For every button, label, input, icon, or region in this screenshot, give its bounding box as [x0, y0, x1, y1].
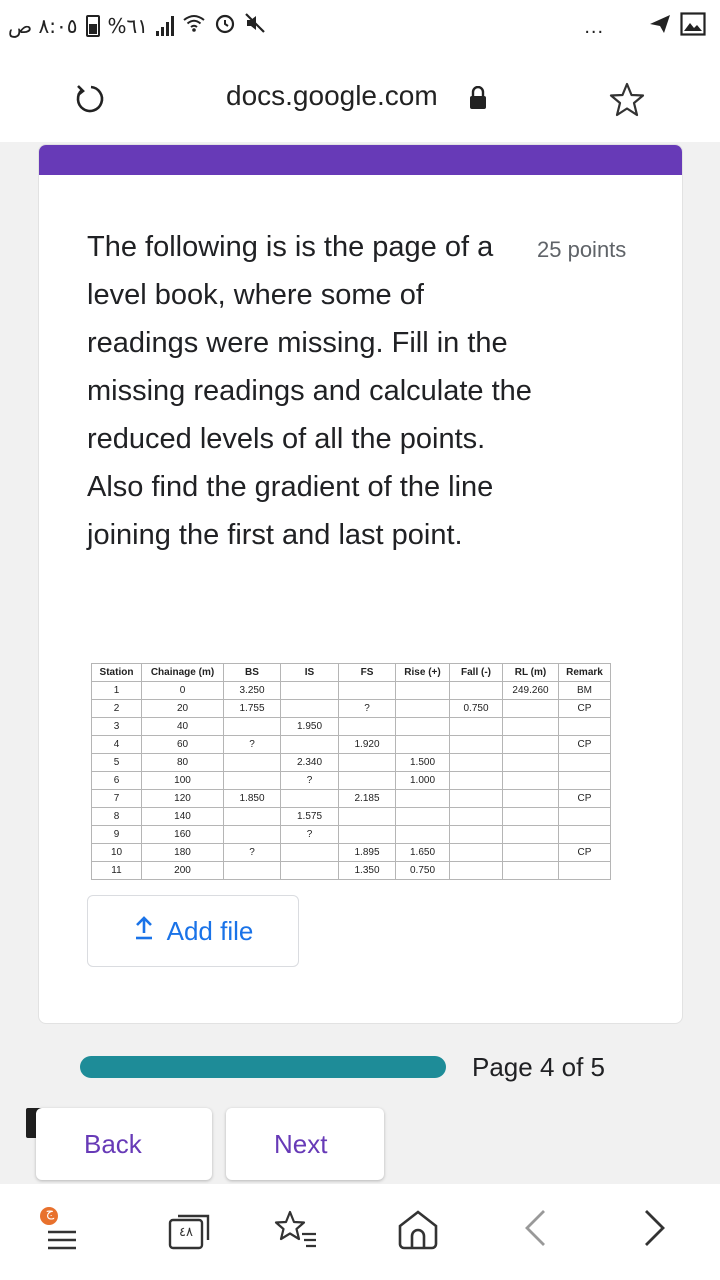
lock-icon: [468, 86, 488, 110]
cell-chainage: 20: [142, 700, 224, 718]
cell-rl: [503, 700, 559, 718]
col-header-fall: Fall (-): [450, 664, 503, 682]
cell-rl: [503, 754, 559, 772]
cell-rl: [503, 808, 559, 826]
cell-rl: [503, 826, 559, 844]
cell-bs: [224, 826, 281, 844]
cell-bs: [224, 808, 281, 826]
table-row: [92, 718, 611, 736]
cell-remark: CP: [559, 736, 611, 754]
cell-fs: [339, 808, 396, 826]
cell-bs: 1.755: [224, 700, 281, 718]
cell-station: 8: [92, 808, 142, 826]
cell-fs: [339, 718, 396, 736]
cell-remark: CP: [559, 700, 611, 718]
cell-rl: [503, 844, 559, 862]
question-card: [38, 144, 683, 1024]
cell-fall: [450, 790, 503, 808]
cell-fall: [450, 826, 503, 844]
cell-fs: 1.920: [339, 736, 396, 754]
cell-remark: BM: [559, 682, 611, 700]
table-row: [92, 844, 611, 862]
cell-station: 2: [92, 700, 142, 718]
cell-rl: 249.260: [503, 682, 559, 700]
url-text[interactable]: docs.google.com: [226, 80, 438, 111]
cell-rise: 1.000: [396, 772, 450, 790]
col-header-is: IS: [281, 664, 339, 682]
cell-is: [281, 736, 339, 754]
browser-bottom-nav: [0, 1184, 720, 1280]
col-header-chainage: Chainage (m): [142, 664, 224, 682]
cell-fs: [339, 682, 396, 700]
level-book-table: [91, 663, 611, 880]
table-row: [92, 808, 611, 826]
home-icon[interactable]: [396, 1208, 440, 1255]
cell-fall: [450, 736, 503, 754]
cell-fs: [339, 754, 396, 772]
cell-fs: 2.185: [339, 790, 396, 808]
cell-fs: [339, 772, 396, 790]
cell-fs: ?: [339, 700, 396, 718]
table-row: [92, 826, 611, 844]
cell-chainage: 100: [142, 772, 224, 790]
cell-fall: [450, 862, 503, 880]
cell-is: 2.340: [281, 754, 339, 772]
send-icon: [648, 13, 672, 41]
tabs-icon[interactable]: [168, 1214, 214, 1250]
cell-remark: CP: [559, 790, 611, 808]
cell-station: 6: [92, 772, 142, 790]
cell-rise: [396, 700, 450, 718]
cell-rl: [503, 736, 559, 754]
wifi-icon: [182, 13, 206, 38]
cell-rise: [396, 826, 450, 844]
points-label: 25 points: [537, 237, 627, 262]
forward-arrow-icon[interactable]: [642, 1208, 668, 1253]
table-row: [92, 682, 611, 700]
cell-rl: [503, 790, 559, 808]
cell-station: 1: [92, 682, 142, 700]
cell-station: 9: [92, 826, 142, 844]
cell-rise: [396, 808, 450, 826]
cell-is: [281, 844, 339, 862]
cell-rise: 1.650: [396, 844, 450, 862]
cell-fall: [450, 718, 503, 736]
add-file-button[interactable]: [87, 895, 299, 967]
cell-bs: ?: [224, 736, 281, 754]
cell-bs: [224, 772, 281, 790]
cell-chainage: 80: [142, 754, 224, 772]
cell-station: 5: [92, 754, 142, 772]
cell-chainage: 0: [142, 682, 224, 700]
cell-rl: [503, 772, 559, 790]
progress-bar: [80, 1056, 446, 1078]
back-arrow-icon[interactable]: [522, 1208, 548, 1253]
col-header-bs: BS: [224, 664, 281, 682]
cell-is: ?: [281, 772, 339, 790]
table-row: [92, 772, 611, 790]
card-accent-bar: [39, 145, 682, 175]
table-row: [92, 754, 611, 772]
table-header-row: [92, 664, 611, 682]
menu-badge: ج: [45, 1205, 55, 1220]
table-row: [92, 862, 611, 880]
cell-remark: CP: [559, 844, 611, 862]
cell-fs: 1.895: [339, 844, 396, 862]
table-row: [92, 736, 611, 754]
cell-rise: [396, 790, 450, 808]
back-button[interactable]: Back: [36, 1108, 212, 1180]
cell-chainage: 40: [142, 718, 224, 736]
cell-station: 4: [92, 736, 142, 754]
cell-fs: 1.350: [339, 862, 396, 880]
upload-icon: [133, 915, 155, 948]
browser-url-bar: [0, 56, 720, 142]
col-header-station: Station: [92, 664, 142, 682]
cell-rl: [503, 862, 559, 880]
cell-is: ?: [281, 826, 339, 844]
battery-icon: [86, 15, 100, 37]
cell-is: [281, 682, 339, 700]
table-row: [92, 790, 611, 808]
cell-station: 10: [92, 844, 142, 862]
cell-chainage: 60: [142, 736, 224, 754]
cell-bs: [224, 862, 281, 880]
clock: ٨:٠٥ ص: [8, 13, 78, 38]
bookmarks-icon[interactable]: [272, 1208, 318, 1253]
cell-rise: 0.750: [396, 862, 450, 880]
cell-bs: 3.250: [224, 682, 281, 700]
cell-fall: 0.750: [450, 700, 503, 718]
cell-remark: [559, 754, 611, 772]
table-row: [92, 700, 611, 718]
cell-bs: [224, 718, 281, 736]
cell-is: 1.950: [281, 718, 339, 736]
cell-rise: [396, 736, 450, 754]
alarm-icon: [214, 12, 236, 39]
col-header-remark: Remark: [559, 664, 611, 682]
signal-icon: [156, 16, 174, 36]
more-icon: ...: [584, 15, 604, 38]
cell-rise: 1.500: [396, 754, 450, 772]
cell-fall: [450, 682, 503, 700]
col-header-rl: RL (m): [503, 664, 559, 682]
cell-station: 3: [92, 718, 142, 736]
cell-fall: [450, 754, 503, 772]
cell-rise: [396, 682, 450, 700]
page-indicator: Page 4 of 5: [472, 1052, 605, 1082]
cell-chainage: 180: [142, 844, 224, 862]
mute-icon: [244, 12, 266, 39]
cell-fs: [339, 826, 396, 844]
reload-icon[interactable]: [74, 82, 108, 116]
cell-fall: [450, 808, 503, 826]
cell-chainage: 140: [142, 808, 224, 826]
cell-fall: [450, 844, 503, 862]
cell-is: [281, 700, 339, 718]
status-bar: [0, 0, 720, 56]
question-text: The following is is the page of a level book, where some of readings were missing. Fill in the missing readings and calculate the reduced levels of all the points. Also find the gradient of the line joining the first and last point.: [87, 231, 532, 551]
cell-is: [281, 862, 339, 880]
col-header-fs: FS: [339, 664, 396, 682]
cell-chainage: 120: [142, 790, 224, 808]
tabs-count: ٤٨: [179, 1225, 193, 1240]
add-file-label: Add file: [166, 915, 254, 946]
cell-chainage: 160: [142, 826, 224, 844]
cell-bs: [224, 754, 281, 772]
cell-remark: [559, 772, 611, 790]
star-icon[interactable]: [608, 82, 646, 118]
next-button[interactable]: Next: [226, 1108, 384, 1180]
cell-remark: [559, 862, 611, 880]
cell-station: 11: [92, 862, 142, 880]
cell-rise: [396, 718, 450, 736]
cell-is: [281, 790, 339, 808]
cell-remark: [559, 718, 611, 736]
cell-rl: [503, 718, 559, 736]
cell-remark: [559, 826, 611, 844]
battery-percentage: %٦١: [107, 13, 149, 38]
cell-bs: ?: [224, 844, 281, 862]
cell-chainage: 200: [142, 862, 224, 880]
cell-station: 7: [92, 790, 142, 808]
level-book-body: [92, 682, 611, 880]
image-icon: [680, 12, 706, 42]
cell-bs: 1.850: [224, 790, 281, 808]
cell-fall: [450, 772, 503, 790]
col-header-rise: Rise (+): [396, 664, 450, 682]
cell-is: 1.575: [281, 808, 339, 826]
cell-remark: [559, 808, 611, 826]
